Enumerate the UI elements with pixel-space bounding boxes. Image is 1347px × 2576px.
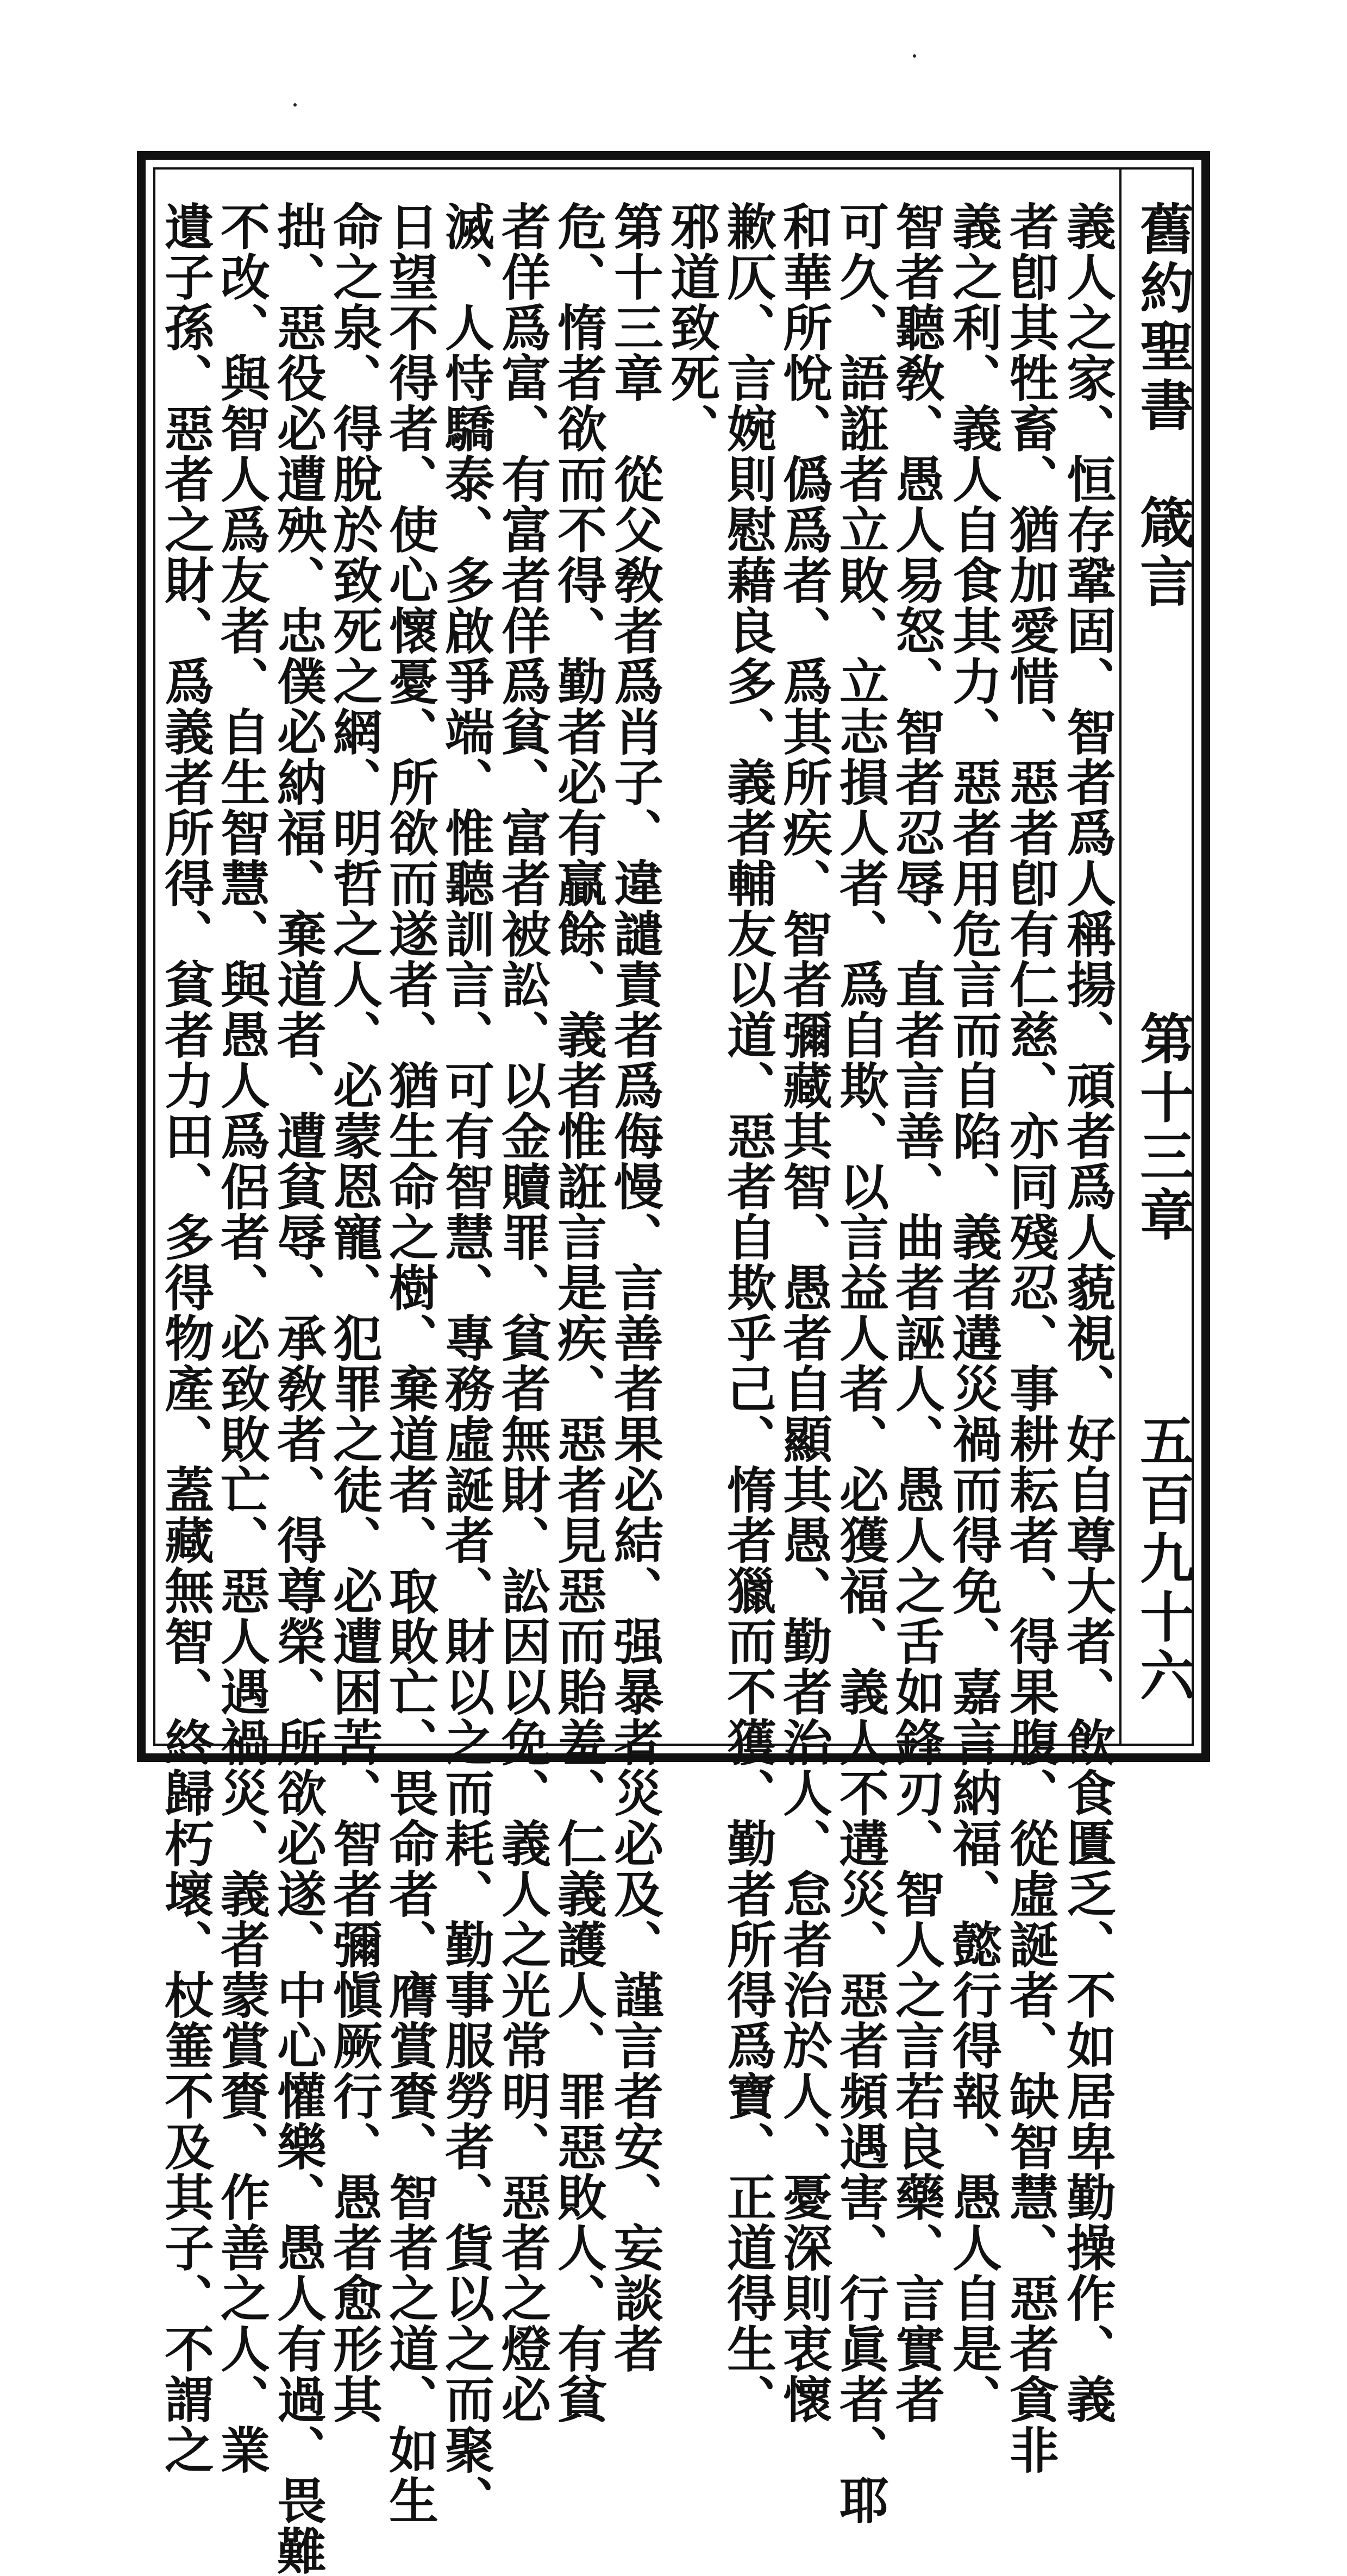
text-line: 日望不得者、使心懷憂、所欲而遂者、猶生命之樹、棄道者、取敗亡、畏命者、膺賞賚、智者之道、如生	[381, 201, 438, 2525]
text-line: 命之泉、得脫於致死之網、明哲之人、必蒙恩寵、犯罪之徒、必遭困苦、智者彌愼厥行、愚者愈形其	[325, 201, 383, 2424]
text-line: 危、惰者欲而不得、勤者必有贏餘、義者惟誑言是疾、惡者見惡而貽羞、仁義護人、罪惡敗人、有貧	[549, 201, 607, 2424]
text-line: 和華所悅、僞爲者、爲其所疾、智者彌藏其智、愚者自顯其愚、勤者治人、怠者治於人、憂深則衷懷	[775, 201, 832, 2424]
text-line: 者佯爲富、有富者佯爲貧、富者被訟、以金贖罪、貧者無財、訟因以免、義人之光常明、惡者之燈必	[493, 201, 551, 2424]
text-line: 者卽其牲畜、猶加愛惜、惡者卽有仁慈、亦同殘忍、事耕耘者、得果腹、從虛誕者、缺智慧、惡者貪非	[1001, 201, 1059, 2475]
text-line: 智者聽敎、愚人易怒、智者忍辱、直者言善、曲者誣人、愚人之舌如鋒刃、智人之言若良藥、言實者	[887, 201, 945, 2424]
page-number: 五百九十六	[1131, 1413, 1195, 1706]
text-line: 歉仄、言婉則慰藉良多、義者輔友以道、惡者自欺乎己、惰者獵而不獲、勤者所得爲寶、正道得生、	[719, 201, 776, 2424]
chapter-heading: 第十三章	[1131, 1011, 1195, 1245]
text-line: 遺子孫、惡者之財、爲義者所得、貧者力田、多得物產、蓋藏無智、終歸朽壞、杖箠不及其子、不謂之	[156, 201, 214, 2475]
scan-speck	[913, 54, 916, 58]
scan-speck	[293, 103, 297, 106]
text-line: 滅、人恃驕泰、多啟爭端、惟聽訓言、可有智慧、專務虛誕者、財以之而耗、勤事服勞者、貨以之而聚、	[437, 201, 494, 2525]
text-line: 義人之家、恒存鞏固、智者爲人稱揚、頑者爲人藐視、好自尊大者、飲食匱乏、不如居卑勤操作、義	[1058, 201, 1116, 2424]
column-divider	[1119, 170, 1122, 1744]
book-title: 舊約聖書 箴言	[1131, 201, 1195, 612]
text-line: 邪道致死、	[662, 201, 720, 454]
text-line: 不改、與智人爲友者、自生智慧、與愚人爲侶者、必致敗亡、惡人遇禍災、義者蒙賞賚、作善之人、業	[212, 201, 270, 2475]
text-line: 第十三章 從父敎者爲肖子、違譴責者爲侮慢、言善者果必結、强暴者災必及、謹言者安、妄談者	[606, 201, 663, 2374]
text-line: 義之利、義人自食其力、惡者用危言而自陷、義者遘災禍而得免、嘉言納福、懿行得報、愚人自是、	[944, 201, 1002, 2424]
text-line: 可久、語誑者立敗、立志損人者、爲自欺、以言益人者、必獲福、義人不遘災、惡者頻遇害、行眞者、耶	[831, 201, 889, 2525]
text-line: 拙、惡役必遭殃、忠僕必納福、棄道者、遭貧辱、承敎者、得尊榮、所欲必遂、中心懽樂、愚人有過、畏難	[269, 201, 327, 2576]
